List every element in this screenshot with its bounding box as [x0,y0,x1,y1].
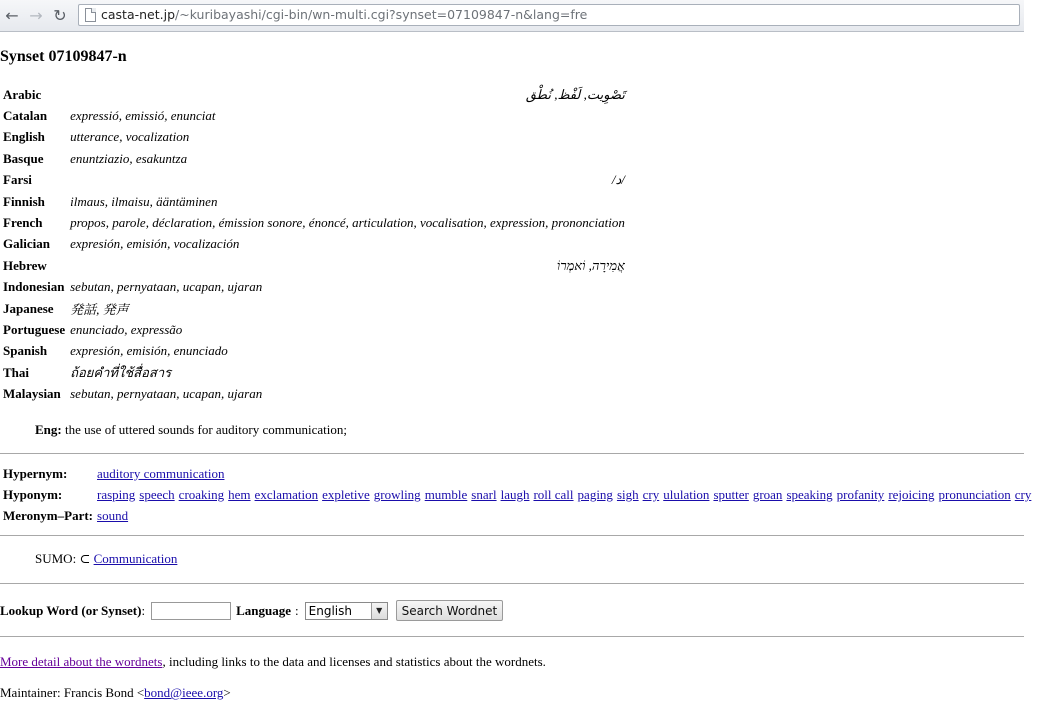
language-row [1,191,627,212]
language-lemmas: 発話, 発声 [70,302,129,318]
hyponym-link[interactable]: laugh [500,487,530,503]
sumo-link[interactable]: Communication [93,551,178,566]
language-name: Indonesian [3,279,65,295]
detail-text: , including links to the data and licenses and statistics about the wordnets. [162,654,546,669]
language-row [1,105,627,126]
hyponym-link[interactable]: speaking [786,487,833,503]
hyponym-link[interactable]: growling [373,487,421,503]
hyponym-links [95,484,1037,505]
language-row [1,212,627,233]
language-lemmas: expresión, emisión, vocalización [70,236,240,252]
language-row [1,341,627,362]
address-bar[interactable] [78,4,1020,26]
back-icon[interactable]: ← [5,5,19,25]
meronym-label: Meronym–Part: [3,508,94,524]
language-name: Galician [3,236,50,252]
hyponym-link[interactable]: roll call [533,487,574,503]
subset-symbol: ⊂ [79,551,91,566]
gloss-text: the use of uttered sounds for auditory communication; [64,422,347,437]
forward-icon[interactable]: → [29,5,43,25]
language-row [1,362,627,383]
hyponym-link[interactable]: rejoicing [888,487,935,503]
language-row [1,148,627,169]
language-name: French [3,215,43,231]
language-name: Basque [3,150,44,166]
language-name: Arabic [3,86,42,102]
hyponym-link[interactable]: sputter [713,487,749,503]
language-lemmas: ilmaus, ilmaisu, ääntäminen [70,193,218,209]
wordnets-detail-link[interactable]: More detail about the wordnets [0,654,163,669]
page-title: Synset 07109847-n [0,48,127,65]
hyponym-link[interactable]: pronunciation [938,487,1011,503]
language-name: Malaysian [3,386,61,402]
reload-icon[interactable]: ↻ [53,5,67,25]
chevron-down-icon[interactable]: ▼ [371,603,387,619]
meronym-row [1,506,1037,527]
lookup-form [0,600,503,621]
language-select[interactable] [305,602,388,620]
hyponym-link[interactable]: expletive [322,487,370,503]
language-label: Language [236,602,292,618]
language-row [1,277,627,298]
language-lemmas: ถ้อยคำที่ใช้สื่อสาร [70,365,172,381]
hypernym-label: Hypernym: [3,465,68,481]
hyponym-link[interactable]: cry [1014,487,1032,503]
language-lemmas: אֲמִירָה, וֹאמְרוֹ [556,257,625,273]
lookup-word-input[interactable] [151,602,231,620]
language-row [1,234,627,255]
language-selected: English [308,603,352,618]
browser-toolbar [0,0,1024,32]
relations-table [1,463,1037,527]
language-row [1,298,627,319]
hyponym-link[interactable]: hem [228,487,251,503]
language-row [1,383,627,404]
lookup-label: Lookup Word (or Synset) [0,602,142,618]
hyponym-link[interactable]: croaking [178,487,225,503]
language-name: Farsi [3,172,32,188]
language-lemmas: expressió, emissió, enunciat [70,108,216,124]
language-lemmas: sebutan, pernyataan, ucapan, ujaran [70,386,263,402]
language-colon: : [295,602,299,618]
language-name: Portuguese [3,321,66,337]
hyponym-row [1,484,1037,505]
meronym-links [95,506,1037,527]
language-row [1,84,627,105]
maintainer-line [0,685,231,701]
url-text[interactable] [101,7,587,22]
page-icon [85,8,96,22]
sumo-label: SUMO: [35,551,77,566]
language-name: Finnish [3,193,45,209]
language-lemmas: utterance, vocalization [70,129,190,145]
hyponym-label: Hyponym: [3,487,63,503]
hyponym-link[interactable]: snarl [471,487,497,503]
hypernym-links [95,463,1037,484]
language-row [1,170,627,191]
language-lemmas: enunciado, expressão [70,321,183,337]
meronym-link[interactable]: sound [97,508,129,524]
language-lemmas: enuntziazio, esakuntza [70,150,188,166]
language-row [1,255,627,276]
divider [0,535,1024,536]
maintainer-suffix: > [223,685,231,700]
language-name: Catalan [3,108,48,124]
language-row [1,319,627,340]
language-lemmas: sebutan, pernyataan, ucapan, ujaran [70,279,263,295]
gloss-label: Eng: [35,422,62,437]
hyponym-link[interactable]: rasping [97,487,136,503]
language-name: Spanish [3,343,48,359]
hyponym-link[interactable]: profanity [836,487,885,503]
language-name: Japanese [3,300,54,316]
divider [0,583,1024,584]
sumo-line [35,551,177,567]
hyponym-link[interactable]: cry [642,487,660,503]
search-wordnet-button[interactable]: Search Wordnet [396,600,504,621]
hyponym-link[interactable]: mumble [424,487,468,503]
gloss [35,422,347,438]
hyponym-link[interactable]: ululation [663,487,710,503]
language-name: English [3,129,45,145]
language-lemmas: expresión, emisión, enunciado [70,343,228,359]
language-row [1,127,627,148]
hyponym-link[interactable]: groan [752,487,783,503]
hypernym-link[interactable]: auditory communication [97,465,225,481]
language-lemmas: تَصْوِيت, لَفْظ, نُطْق [525,86,625,102]
divider [0,636,1024,637]
language-lemmas: propos, parole, déclaration, émission sonore, énoncé, articulation, vocalisation, expression, prononciation [70,215,625,231]
hypernym-row [1,463,1037,484]
divider [0,453,1024,454]
url-host: casta-net.jp [101,7,176,22]
detail-line [0,654,546,670]
language-table [1,84,627,405]
language-lemmas: /د/ [611,172,625,188]
url-path: /~kuribayashi/cgi-bin/wn-multi.cgi?synset=07109847-n&lang=fre [175,7,588,22]
hyponym-link[interactable]: paging [577,487,613,503]
language-name: Hebrew [3,257,47,273]
lookup-colon: : [141,602,146,618]
hyponym-link[interactable]: speech [139,487,175,503]
maintainer-email-link[interactable]: bond@ieee.org [144,685,224,700]
hyponym-link[interactable]: exclamation [254,487,319,503]
maintainer-prefix: Maintainer: Francis Bond < [0,685,145,700]
hyponym-link[interactable]: sigh [616,487,639,503]
language-name: Thai [3,364,30,380]
